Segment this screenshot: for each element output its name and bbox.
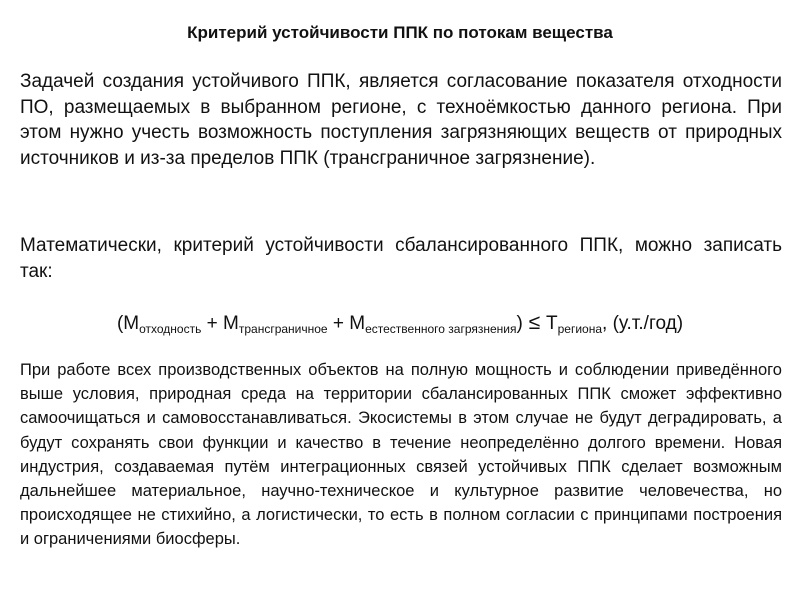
formula-m-natural: M xyxy=(349,313,366,334)
formula-open-paren: ( xyxy=(116,313,124,334)
formula-t-region: T xyxy=(546,313,558,334)
formula-m-transboundary-subscript: трансграничное xyxy=(238,322,328,336)
paragraph-math-intro: Математически, критерий устойчивости сбалансированного ППК, можно записать так: xyxy=(20,235,782,282)
formula-units: , (у.т./год) xyxy=(602,313,684,334)
slide-title: Критерий устойчивости ППК по потокам вещества xyxy=(187,23,613,42)
paragraph-intro: Задачей создания устойчивого ППК, является согласование показателя отходности ПО, размещаемых в выбранном регионе, с техноёмкостью данного региона. При этом нужно учесть возможность поступления загрязняющих веществ от природных источников и из-за пределов ППК (трансграничное загрязнение). xyxy=(20,71,782,169)
formula-m-waste: M xyxy=(123,313,140,334)
formula-le-sign: ≤ xyxy=(522,311,547,334)
formula-m-natural-subscript: естественного загрязнения xyxy=(365,322,517,336)
formula-m-transboundary: M xyxy=(223,313,239,334)
formula-plus-2: + xyxy=(327,313,350,334)
formula-m-waste-subscript: отходность xyxy=(139,322,202,336)
paragraph-conclusion: При работе всех производственных объектов на полную мощность и соблюдении приведённого выше условия, природная среда на территории сбалансированных ППК сможет эффективно самоочищаться и самовосстанавливаться. Экосистемы в этом случае не будут деградировать, а будут сохранять свои функции и качество в течение неопределённо долгого времени. Новая индустрия, создаваемая путём интеграционных связей устойчивых ППК сделает возможным дальнейшее материальное, научно-техническое и культурное развитие человечества, но происходящее не стихийно, а логистически, то есть в полном согласии с принципами построения и ограничениями биосферы. xyxy=(20,361,782,549)
formula-plus-1: + xyxy=(201,313,224,334)
stability-formula xyxy=(0,309,800,339)
formula-close-paren: ) xyxy=(516,313,523,334)
formula-t-region-subscript: региона xyxy=(557,322,603,336)
